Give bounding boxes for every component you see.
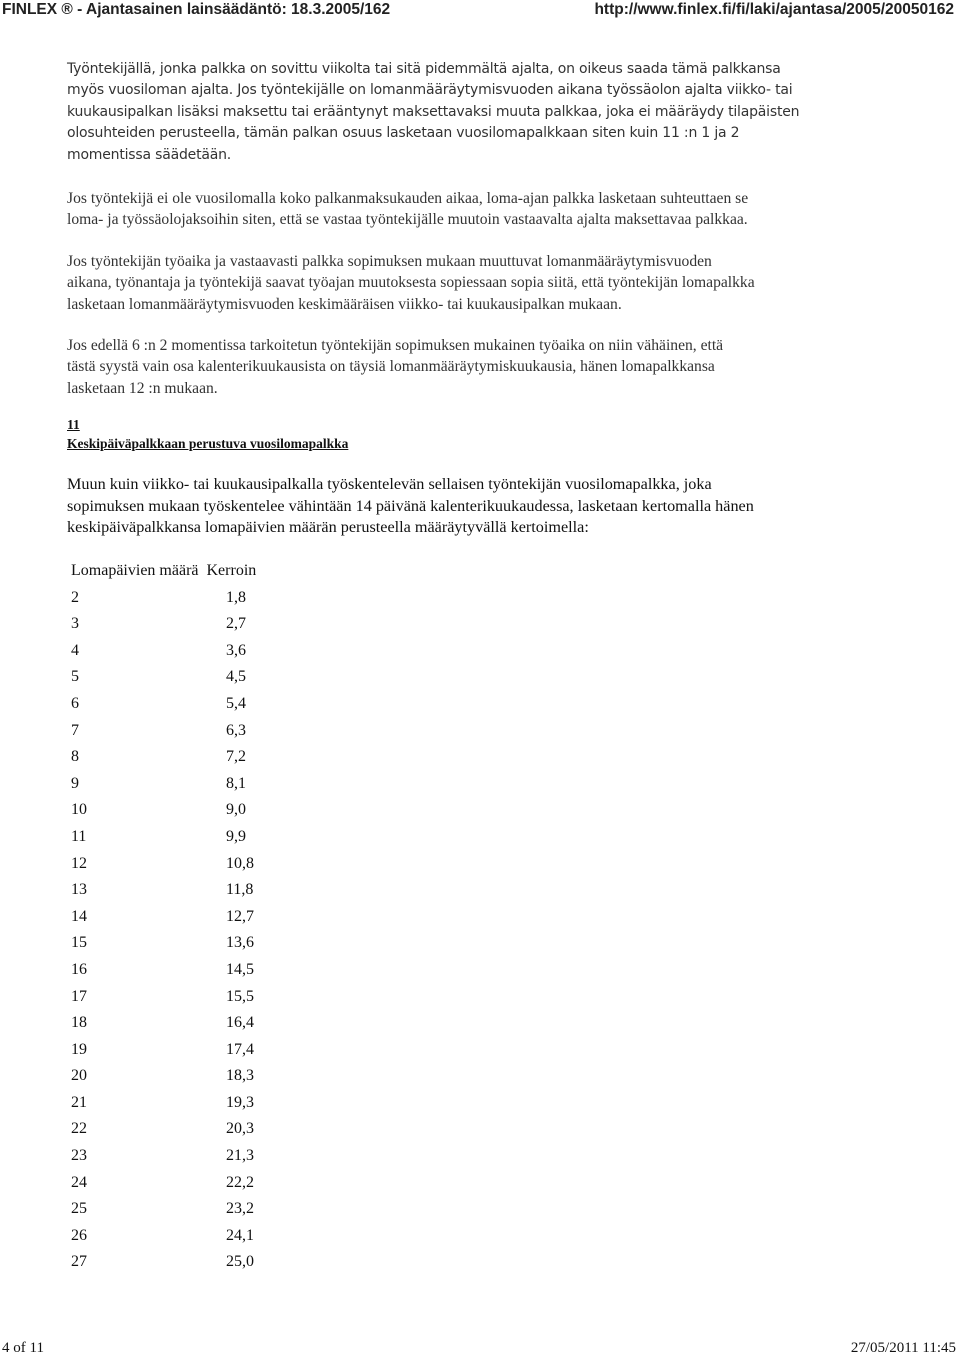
table-row: [71, 589, 256, 616]
coefficient-cell: 11,8: [226, 881, 254, 899]
paragraph-line: sopimuksen mukaan työskentelee vähintään 14 päivänä kalenterikuukaudessa, lasketaan kertomalla hänen: [67, 496, 754, 515]
coefficient-cell: 12,7: [226, 907, 254, 925]
paragraph-line: lasketaan 12 :n mukaan.: [67, 379, 218, 397]
days-cell: 27: [71, 1253, 87, 1271]
table-row: [71, 695, 256, 722]
paragraph-line: Jos työntekijän työaika ja vastaavasti palkka sopimuksen mukaan muuttuvat lomanmääräytymisvuoden: [67, 253, 712, 270]
days-cell: 25: [71, 1200, 87, 1218]
coefficient-cell: 10,8: [226, 854, 254, 872]
paragraph-line: Jos edellä 6 :n 2 momentissa tarkoitetun työntekijän sopimuksen mukainen työaika on niin vähäinen, että: [67, 337, 724, 354]
days-cell: 24: [71, 1173, 87, 1191]
coefficient-cell: 8,1: [226, 774, 246, 792]
days-cell: 3: [71, 615, 79, 633]
table-row: [71, 642, 256, 669]
days-cell: 16: [71, 960, 87, 978]
paragraph-1: [67, 59, 897, 166]
table-row: [71, 881, 256, 908]
table-header-row: [71, 562, 256, 589]
days-cell: 21: [71, 1093, 87, 1111]
coefficient-cell: 14,5: [226, 960, 254, 978]
paragraph-line: loma- ja työssäolojaksoihin siten, että se vastaa työntekijälle muutoin vastaavalta ajalta maksettavaa palkkaa.: [67, 211, 748, 229]
days-cell: 7: [71, 721, 79, 739]
days-cell: 14: [71, 907, 87, 925]
days-cell: 10: [71, 801, 87, 819]
table-row: [71, 1147, 256, 1174]
table-row: [71, 1227, 256, 1254]
table-row: [71, 1041, 256, 1068]
coefficient-cell: 21,3: [226, 1147, 254, 1165]
header-title: FINLEX ® - Ajantasainen lainsäädäntö: 18.3.2005/162: [2, 1, 391, 18]
coefficient-cell: 4,5: [226, 668, 246, 686]
coefficient-cell: 15,5: [226, 987, 254, 1005]
table-row: [71, 988, 256, 1015]
page-header: [0, 0, 960, 20]
paragraph-line: myös vuosiloman ajalta. Jos työntekijälle on lomanmääräytymisvuoden aikana työssäolon ajalta viikko- tai: [67, 82, 793, 99]
days-cell: 26: [71, 1226, 87, 1244]
coefficient-cell: 9,0: [226, 801, 246, 819]
table-row: [71, 1094, 256, 1121]
coefficient-cell: 13,6: [226, 934, 254, 952]
days-cell: 15: [71, 934, 87, 952]
page-number: 4 of 11: [2, 1340, 44, 1356]
table-row: [71, 668, 256, 695]
table-row: [71, 1174, 256, 1201]
table-row: [71, 748, 256, 775]
table-header-days: Lomapäivien määrä: [71, 562, 199, 579]
coefficient-cell: 20,3: [226, 1120, 254, 1138]
section-title: Keskipäiväpalkkaan perustuva vuosilomapalkka: [67, 436, 349, 451]
paragraph-2: [67, 188, 897, 231]
paragraph-line: Muun kuin viikko- tai kuukausipalkalla työskentelevän sellaisen työntekijän vuosilomapalkka, joka: [67, 475, 712, 493]
coefficient-cell: 16,4: [226, 1014, 254, 1032]
print-timestamp: 27/05/2011 11:45: [850, 1340, 956, 1356]
days-cell: 9: [71, 774, 79, 792]
table-row: [71, 801, 256, 828]
coefficient-cell: 24,1: [226, 1226, 254, 1244]
paragraph-line: Työntekijällä, jonka palkka on sovittu viikolta tai sitä pidemmältä ajalta, on oikeus saada tämä palkkansa: [67, 61, 781, 77]
paragraph-4: [67, 335, 897, 399]
coefficient-cell: 3,6: [226, 641, 246, 659]
paragraph-line: kuukausipalkan lisäksi maksettu tai erääntynyt maksettavaksi muuta palkkaa, joka ei määräydy tilapäisten: [67, 103, 800, 120]
paragraph-line: keskipäiväpalkkansa lomapäivien määrän perusteella määräytyvällä kertoimella:: [67, 518, 589, 536]
coefficient-cell: 1,8: [226, 588, 246, 606]
days-cell: 13: [71, 881, 87, 899]
table-row: [71, 855, 256, 882]
table-row: [71, 908, 256, 935]
table-row: [71, 828, 256, 855]
section-heading: [67, 416, 348, 454]
paragraph-3: [67, 251, 897, 315]
paragraph-line: Jos työntekijä ei ole vuosilomalla koko palkanmaksukauden aikaa, loma-ajan palkka lasketaan suhteuttaen se: [67, 190, 749, 207]
table-row: [71, 775, 256, 802]
table-row: [71, 1200, 256, 1227]
table-row: [71, 1253, 256, 1280]
paragraph-line: lasketaan lomanmääräytymisvuoden keskimääräisen viikko- tai kuukausipalkan mukaan.: [67, 295, 622, 313]
paragraph-line: aikana, työnantaja ja työntekijä saavat työajan muutoksesta sopiessaan sopia siitä, että työntekijän lomapalkka: [67, 274, 755, 292]
days-cell: 20: [71, 1067, 87, 1085]
days-cell: 12: [71, 854, 87, 872]
coefficient-cell: 25,0: [226, 1253, 254, 1271]
days-cell: 23: [71, 1147, 87, 1165]
coefficient-cell: 5,4: [226, 694, 246, 712]
paragraph-line: olosuhteiden perusteella, tämän palkan osuus lasketaan vuosilomapalkkaan siten kuin 11 :n 1 ja 2: [67, 125, 740, 142]
days-cell: 22: [71, 1120, 87, 1138]
paragraph-line: momentissa säädetään.: [67, 146, 232, 163]
days-cell: 5: [71, 668, 79, 686]
days-cell: 4: [71, 641, 79, 659]
coefficient-cell: 6,3: [226, 721, 246, 739]
paragraph-5: [67, 474, 897, 539]
coefficient-table: [71, 562, 256, 1280]
coefficient-cell: 22,2: [226, 1173, 254, 1191]
paragraph-line: tästä syystä vain osa kalenterikuukausista on täysiä lomanmääräytymiskuukausia, hänen lomapalkkansa: [67, 358, 715, 376]
section-number-link[interactable]: 11: [67, 417, 80, 432]
page-footer: [0, 1340, 960, 1357]
coefficient-cell: 23,2: [226, 1200, 254, 1218]
coefficient-cell: 17,4: [226, 1040, 254, 1058]
table-row: [71, 934, 256, 961]
days-cell: 2: [71, 588, 79, 606]
days-cell: 6: [71, 694, 79, 712]
days-cell: 19: [71, 1040, 87, 1058]
days-cell: 18: [71, 1014, 87, 1032]
coefficient-cell: 19,3: [226, 1093, 254, 1111]
days-cell: 17: [71, 987, 87, 1005]
coefficient-cell: 18,3: [226, 1067, 254, 1085]
table-row: [71, 615, 256, 642]
header-url: http://www.finlex.fi/fi/laki/ajantasa/2005/20050162: [594, 1, 954, 18]
table-row: [71, 961, 256, 988]
days-cell: 8: [71, 748, 79, 766]
coefficient-cell: 2,7: [226, 615, 246, 633]
table-header-coefficient: Kerroin: [206, 562, 257, 579]
table-row: [71, 1014, 256, 1041]
table-row: [71, 1067, 256, 1094]
table-row: [71, 1120, 256, 1147]
coefficient-cell: 7,2: [226, 748, 246, 766]
days-cell: 11: [71, 827, 87, 845]
coefficient-cell: 9,9: [226, 827, 246, 845]
table-row: [71, 722, 256, 749]
